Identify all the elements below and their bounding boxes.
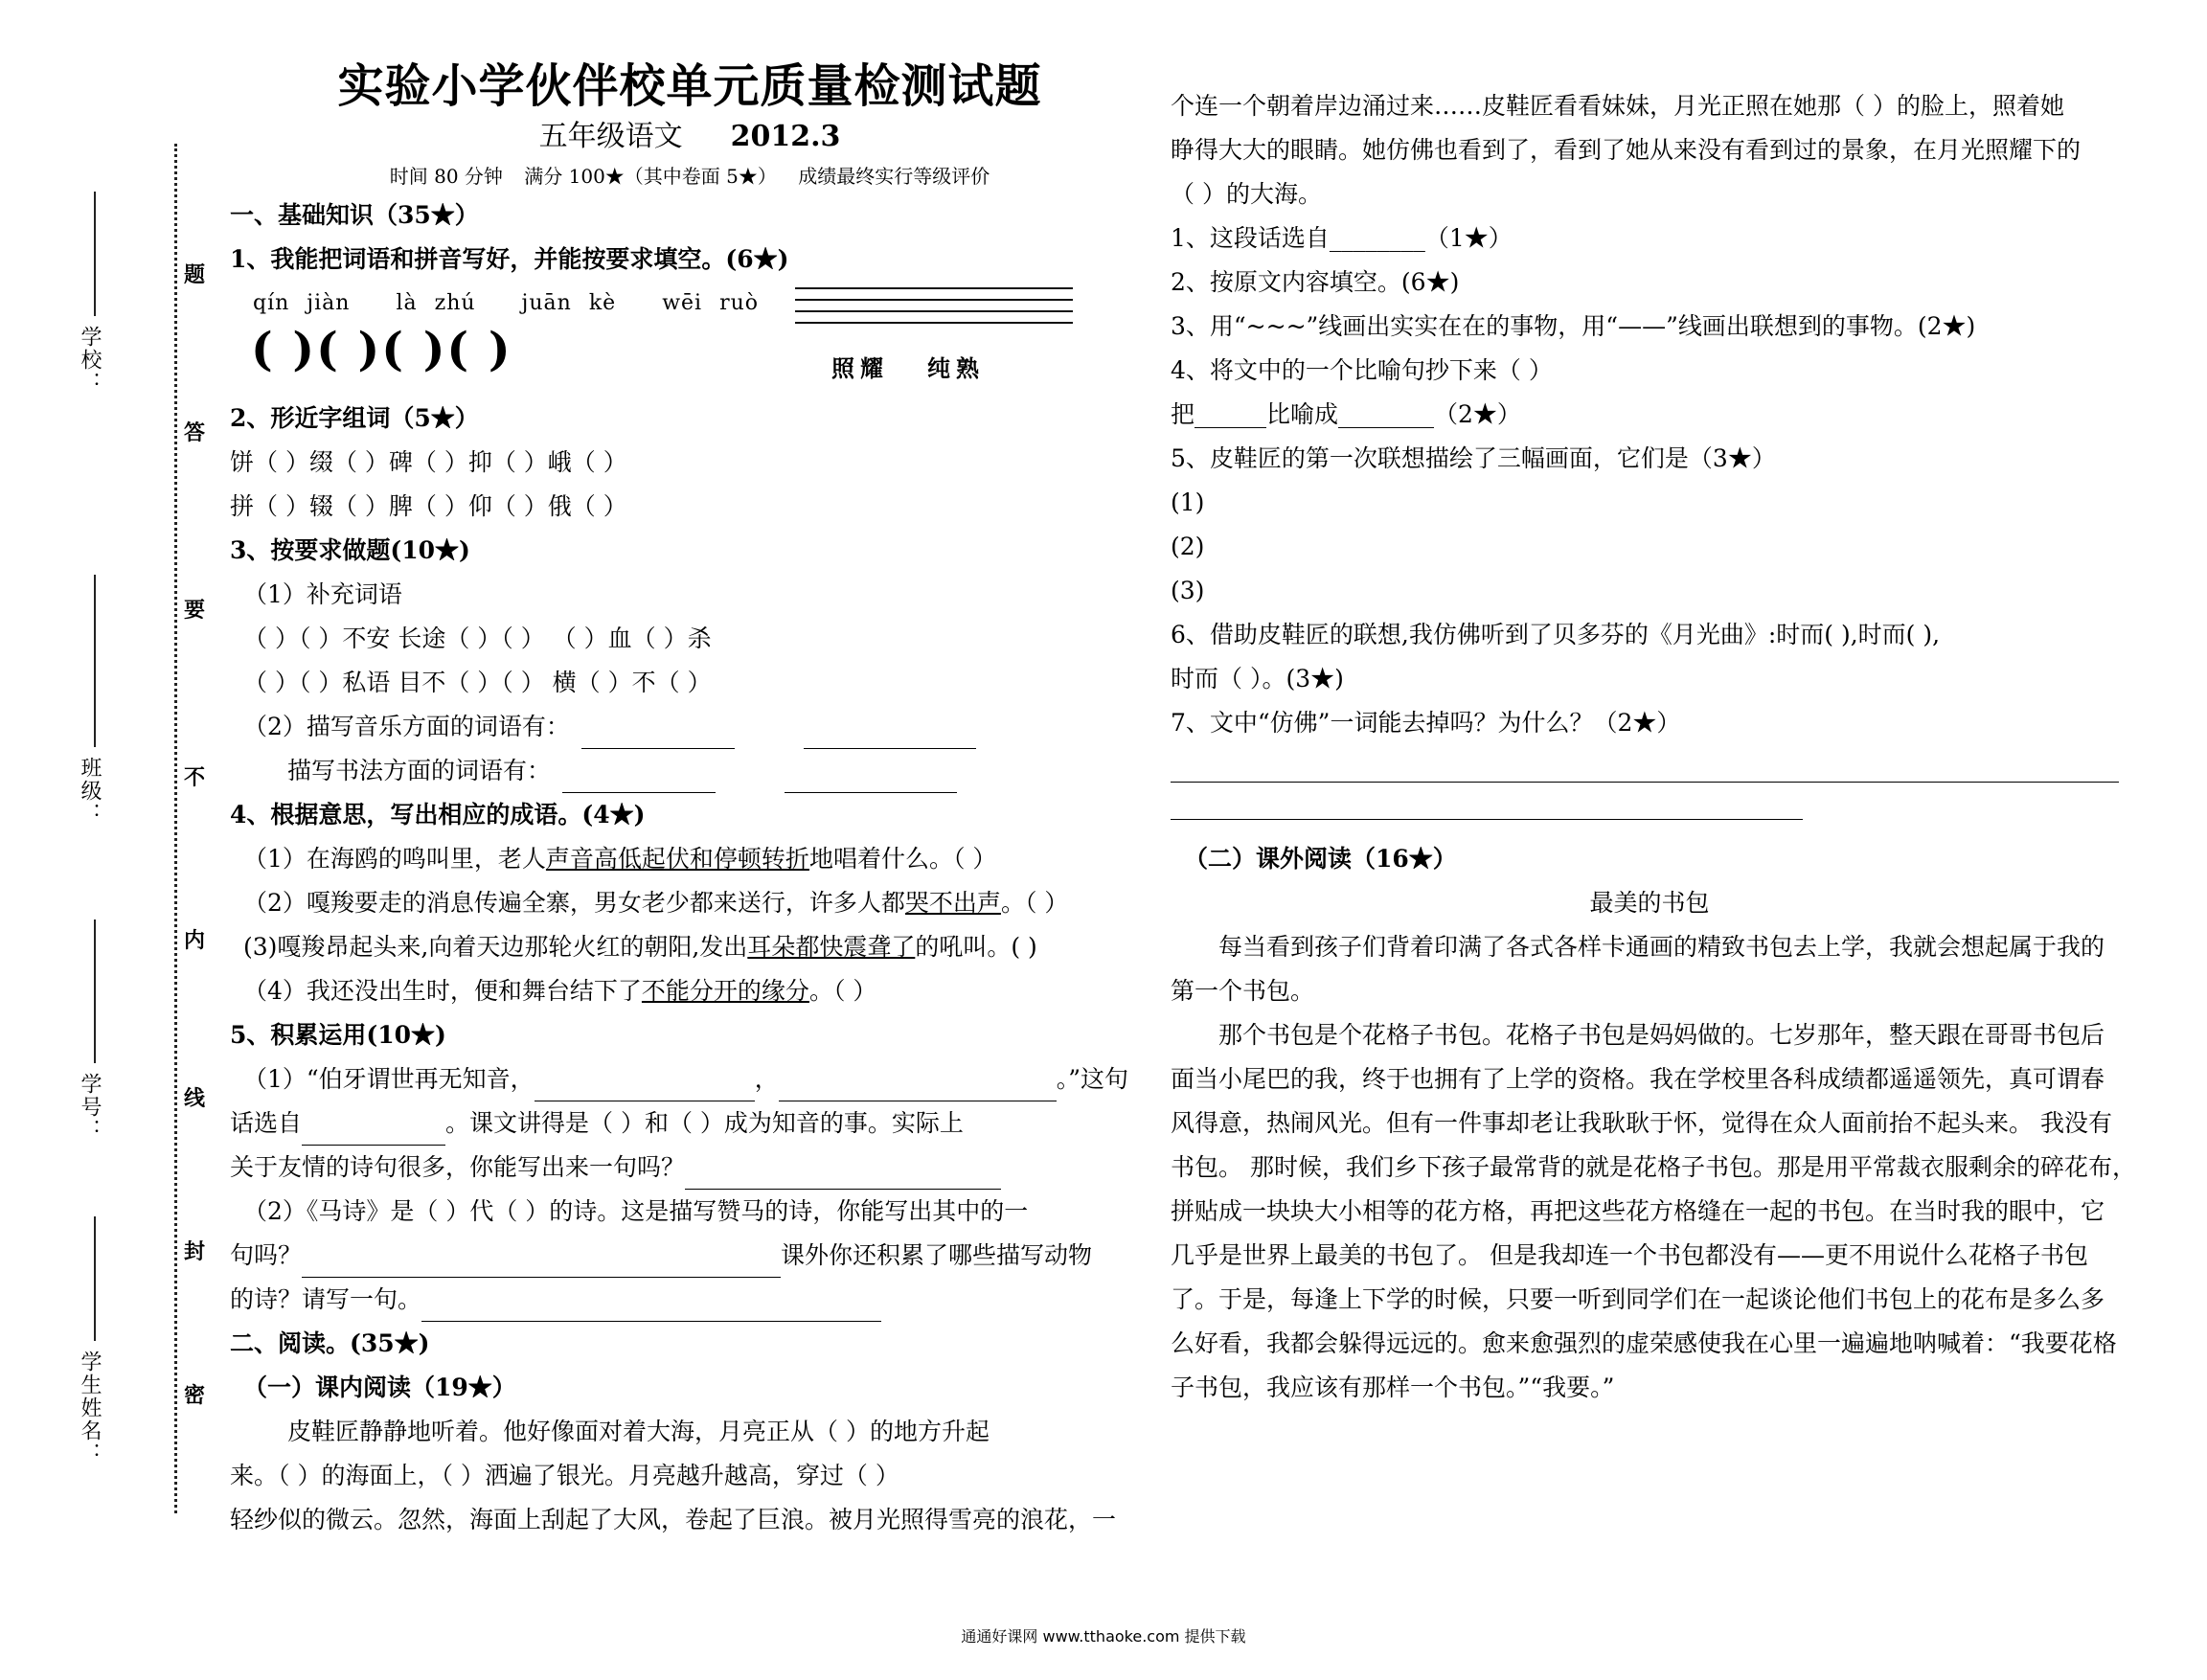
essay-line: 了。于是，每逢上下学的时候，只要一听到同学们在一起谈论他们书包上的花布是多么多 bbox=[1171, 1285, 2105, 1313]
pinyin-syllable: là bbox=[396, 291, 418, 315]
question-5-line-3 bbox=[230, 1146, 1149, 1190]
exam-meta bbox=[230, 159, 1149, 193]
reading-question[interactable]: 把______比喻成________（2★） bbox=[1171, 400, 1521, 428]
answer-line-3[interactable]: (3) bbox=[1171, 577, 1205, 604]
answer-line-2[interactable]: (2) bbox=[1171, 533, 1205, 560]
answer-parens[interactable]: ( )( )( )( ) bbox=[251, 323, 512, 376]
pinyin-writing-lines[interactable] bbox=[795, 287, 1073, 333]
reading-question: 2、按原文内容填空。(6★) bbox=[1171, 268, 1460, 296]
question-4-item-3[interactable] bbox=[230, 925, 1149, 969]
calligraphy-words-label: 描写书法方面的词语有： bbox=[287, 757, 552, 784]
essay-title: 最美的书包 bbox=[1589, 889, 1710, 917]
q4-1-underlined: 声音高低起伏和停顿转折 bbox=[545, 845, 809, 873]
seal-char-feng: 封 bbox=[184, 1236, 205, 1265]
seal-char-yao: 要 bbox=[184, 594, 205, 624]
q5-horse-blank[interactable] bbox=[302, 1250, 781, 1278]
exam-full-score: 满分 100★（其中卷面 5★） bbox=[524, 165, 777, 188]
question-3-prompt: 3、按要求做题(10★) bbox=[230, 536, 470, 564]
q5-friendship-prompt: 关于友情的诗句很多，你能写出来一句吗？ bbox=[230, 1153, 686, 1181]
passage-line[interactable]: 皮鞋匠静静地听着。他好像面对着大海，月亮正从（ ）的地方升起 bbox=[287, 1418, 990, 1445]
pinyin-syllable: ruò bbox=[719, 291, 760, 315]
in-class-reading-heading: （一）课内阅读（19★） bbox=[243, 1374, 516, 1401]
grade-subject: 五年级语文 bbox=[538, 120, 683, 153]
q5-friendship-blank[interactable] bbox=[685, 1162, 1001, 1190]
pinyin-syllable: zhú bbox=[434, 291, 476, 315]
music-words-row bbox=[230, 705, 1149, 749]
exam-title: 实验小学伙伴校单元质量检测试题 bbox=[337, 59, 1042, 113]
q5-blank-2[interactable] bbox=[779, 1074, 1057, 1101]
answer-line-1[interactable]: (1) bbox=[1171, 488, 1205, 516]
pinyin-row bbox=[253, 282, 776, 326]
q5-animal-prompt: 课外你还积累了哪些描写动物 bbox=[781, 1241, 1093, 1269]
reading-question: 5、皮鞋匠的第一次联想描绘了三幅画面，它们是（3★） bbox=[1171, 444, 1776, 472]
passage-line: 轻纱似的微云。忽然，海面上刮起了大风，卷起了巨浪。被月光照得雪亮的浪花，一 bbox=[230, 1506, 1117, 1533]
exam-date: 2012.3 bbox=[730, 120, 841, 153]
calligraphy-words-row bbox=[230, 749, 1149, 793]
idiom-fill-row[interactable]: （ ）（ ）私语 目不（ ）（ ） 横（ ）不（ ） bbox=[243, 669, 712, 696]
section-heading-reading: 二、阅读。(35★) bbox=[230, 1329, 430, 1357]
pinyin-syllable: jiàn bbox=[307, 291, 351, 315]
q5-blank-1[interactable] bbox=[535, 1074, 755, 1101]
music-words-label: （2）描写音乐方面的词语有： bbox=[243, 713, 570, 740]
q4-1-text: （1）在海鸥的鸣叫里，老人 bbox=[243, 845, 546, 873]
q4-3-text: (3)嘎羧昂起头来,向着天边那轮火红的朝阳,发出 bbox=[243, 933, 748, 961]
q4-4-answer[interactable]: 。（ ） bbox=[808, 977, 877, 1005]
question-3-sub1: （1）补充词语 bbox=[243, 580, 402, 608]
reading-question: 7、文中“仿佛”一词能去掉吗？为什么？（2★） bbox=[1171, 709, 1681, 737]
class-field[interactable] bbox=[94, 575, 96, 747]
seal-char-mi: 密 bbox=[184, 1379, 205, 1409]
pinyin-words bbox=[831, 347, 1023, 391]
seal-char-nei: 内 bbox=[184, 924, 205, 954]
seal-cut-line bbox=[174, 144, 177, 1513]
seal-char-da: 答 bbox=[184, 417, 205, 446]
essay-line: 么好看，我都会躲得远远的。愈来愈强烈的虚荣感使我在心里一遍遍地呐喊着：“我要花格 bbox=[1171, 1329, 2117, 1357]
left-column bbox=[230, 57, 1149, 1542]
extracurricular-reading-heading: （二）课外阅读（16★） bbox=[1184, 845, 1457, 873]
pinyin-syllable: juān bbox=[521, 291, 572, 315]
question-5-line-1 bbox=[230, 1057, 1149, 1101]
reading-question[interactable]: 1、这段话选自________（1★） bbox=[1171, 224, 1513, 252]
q4-4-underlined: 不能分开的缘分 bbox=[641, 977, 809, 1005]
answer-writing-line[interactable] bbox=[1171, 745, 2119, 783]
reading-question[interactable]: 6、借助皮鞋匠的联想,我仿佛听到了贝多芬的《月光曲》:时而( ),时而( ), bbox=[1171, 621, 1941, 648]
word-chunshu: 纯熟 bbox=[927, 354, 985, 382]
music-words-blank-2[interactable] bbox=[804, 721, 976, 749]
essay-line: 拼贴成一块块大小相等的花方格，再把这些花方格缝在一起的书包。在当时我的眼中，它 bbox=[1171, 1197, 2105, 1225]
passage-line[interactable]: 来。（ ）的海面上，（ ）洒遍了银光。月亮越升越高，穿过（ ） bbox=[230, 1462, 899, 1489]
essay-line: 子书包，我应该有那样一个书包。”“我要。” bbox=[1171, 1374, 1615, 1401]
student-name-field[interactable] bbox=[94, 1216, 96, 1341]
q5-quote-end: 。”这句 bbox=[1056, 1065, 1128, 1093]
music-words-blank-1[interactable] bbox=[581, 721, 735, 749]
essay-line: 几乎是世界上最美的书包了。 但是我却连一个书包都没有——更不用说什么花格子书包 bbox=[1171, 1241, 2088, 1269]
pinyin-block bbox=[230, 282, 1149, 397]
question-1-prompt: 1、我能把词语和拼音写好，并能按要求填空。(6★) bbox=[230, 245, 789, 273]
question-4-item-1[interactable] bbox=[230, 837, 1149, 881]
q5-comma: ， bbox=[754, 1065, 779, 1093]
q5-source-label: 话选自 bbox=[230, 1109, 303, 1137]
passage-line[interactable]: 个连一个朝着岸边涌过来……皮鞋匠看看妹妹，月光正照在她那（ ）的脸上，照着她 bbox=[1171, 92, 2064, 120]
q5-story-text[interactable]: 。课文讲得是（ ）和（ ）成为知音的事。实际上 bbox=[445, 1109, 964, 1137]
passage-line: 睁得大大的眼睛。她仿佛也看到了，看到了她从来没有看到过的景象，在月光照耀下的 bbox=[1171, 136, 2082, 164]
exam-subtitle bbox=[230, 115, 1149, 159]
word-zhaoyao: 照耀 bbox=[831, 354, 889, 382]
school-label: 学校： bbox=[78, 326, 102, 395]
question-5-line-5 bbox=[230, 1234, 1149, 1278]
idiom-fill-row[interactable]: （ ）（ ）不安 长途（ ）（ ） （ ）血（ ）杀 bbox=[243, 624, 712, 652]
q5-horse-prompt: 句吗？ bbox=[230, 1241, 303, 1269]
essay-line: 每当看到孩子们背着印满了各式各样卡通画的精致书包去上学，我就会想起属于我的 bbox=[1218, 933, 2105, 961]
q4-2-answer[interactable]: 。（ ） bbox=[1000, 889, 1069, 917]
similar-chars-row[interactable]: 饼（ ）缀（ ）碑（ ）抑（ ）峨（ ） bbox=[230, 448, 627, 476]
student-number-label: 学号： bbox=[78, 1073, 102, 1142]
q5-source-blank[interactable] bbox=[302, 1118, 445, 1146]
right-column bbox=[1171, 84, 2136, 1410]
class-label: 班级： bbox=[78, 757, 102, 826]
binding-margin bbox=[57, 144, 206, 1513]
school-field[interactable] bbox=[94, 192, 96, 316]
q4-3-underlined: 耳朵都快震聋了 bbox=[747, 933, 916, 961]
q4-3-answer[interactable]: 的吼叫。( ) bbox=[915, 933, 1037, 961]
essay-line: 风得意，热闹风光。但有一件事却老让我耿耿于怀，觉得在众人面前抬不起头来。 我没有 bbox=[1171, 1109, 2112, 1137]
q4-2-underlined: 哭不出声 bbox=[904, 889, 1001, 917]
essay-line: 第一个书包。 bbox=[1171, 977, 1315, 1005]
question-4-item-2[interactable] bbox=[230, 881, 1149, 925]
section-heading-basics: 一、基础知识（35★） bbox=[230, 201, 479, 229]
q5-animal-prompt-end: 的诗？请写一句。 bbox=[230, 1285, 422, 1313]
calligraphy-words-blank-2[interactable] bbox=[785, 765, 957, 793]
seal-char-ti: 题 bbox=[184, 259, 205, 288]
question-5-prompt: 5、积累运用(10★) bbox=[230, 1021, 446, 1049]
student-name-label: 学生姓名： bbox=[78, 1351, 102, 1465]
seal-char-bu: 不 bbox=[184, 761, 205, 791]
pinyin-syllable: qín bbox=[253, 291, 290, 315]
question-5-line-4[interactable]: （2）《马诗》是（ ）代（ ）的诗。这是描写赞马的诗，你能写出其中的一 bbox=[243, 1197, 1029, 1225]
footer-source: 通通好课网 www.tthaoke.com 提供下载 bbox=[961, 1627, 1246, 1646]
question-4-item-4[interactable] bbox=[230, 969, 1149, 1013]
q4-1-answer[interactable]: 地唱着什么。（ ） bbox=[808, 845, 997, 873]
q4-2-text: （2）嘎羧要走的消息传遍全寨，男女老少都来送行，许多人都 bbox=[243, 889, 905, 917]
essay-line: 书包。 那时候，我们乡下孩子最常背的就是花格子书包。那是用平常裁衣服剩余的碎花布， bbox=[1171, 1153, 2136, 1181]
pinyin-syllable: kè bbox=[588, 291, 617, 315]
q4-4-text: （4）我还没出生时，便和舞台结下了 bbox=[243, 977, 642, 1005]
similar-chars-row[interactable]: 拼（ ）辍（ ）脾（ ）仰（ ）俄（ ） bbox=[230, 492, 627, 520]
pinyin-syllable: wēi bbox=[662, 291, 703, 315]
answer-writing-line[interactable] bbox=[1171, 783, 1803, 820]
q5-animal-blank[interactable] bbox=[421, 1294, 881, 1322]
passage-line[interactable]: （ ）的大海。 bbox=[1171, 180, 1322, 208]
question-2-prompt: 2、形近字组词（5★） bbox=[230, 404, 479, 432]
q5-quote-start: （1）“伯牙谓世再无知音， bbox=[243, 1065, 535, 1093]
question-5-line-6 bbox=[230, 1278, 1149, 1322]
calligraphy-words-blank-1[interactable] bbox=[562, 765, 716, 793]
essay-line: 面当小尾巴的我，终于也拥有了上学的资格。我在学校里各科成绩都遥遥领先，真可谓春 bbox=[1171, 1065, 2105, 1093]
reading-question[interactable]: 时而（ ）。(3★) bbox=[1171, 665, 1344, 692]
question-4-prompt: 4、根据意思，写出相应的成语。(4★) bbox=[230, 801, 646, 829]
reading-question: 3、用“~~~”线画出实实在在的事物，用“——”线画出联想到的事物。(2★) bbox=[1171, 312, 1976, 340]
question-5-line-2 bbox=[230, 1101, 1149, 1146]
seal-char-xian: 线 bbox=[184, 1082, 205, 1112]
exam-time: 时间 80 分钟 bbox=[389, 165, 503, 188]
student-number-field[interactable] bbox=[94, 919, 96, 1063]
essay-line: 那个书包是个花格子书包。花格子书包是妈妈做的。七岁那年，整天跟在哥哥书包后 bbox=[1218, 1021, 2105, 1049]
reading-question[interactable]: 4、将文中的一个比喻句抄下来（ ） bbox=[1171, 356, 1553, 384]
exam-grading: 成绩最终实行等级评价 bbox=[798, 165, 990, 188]
